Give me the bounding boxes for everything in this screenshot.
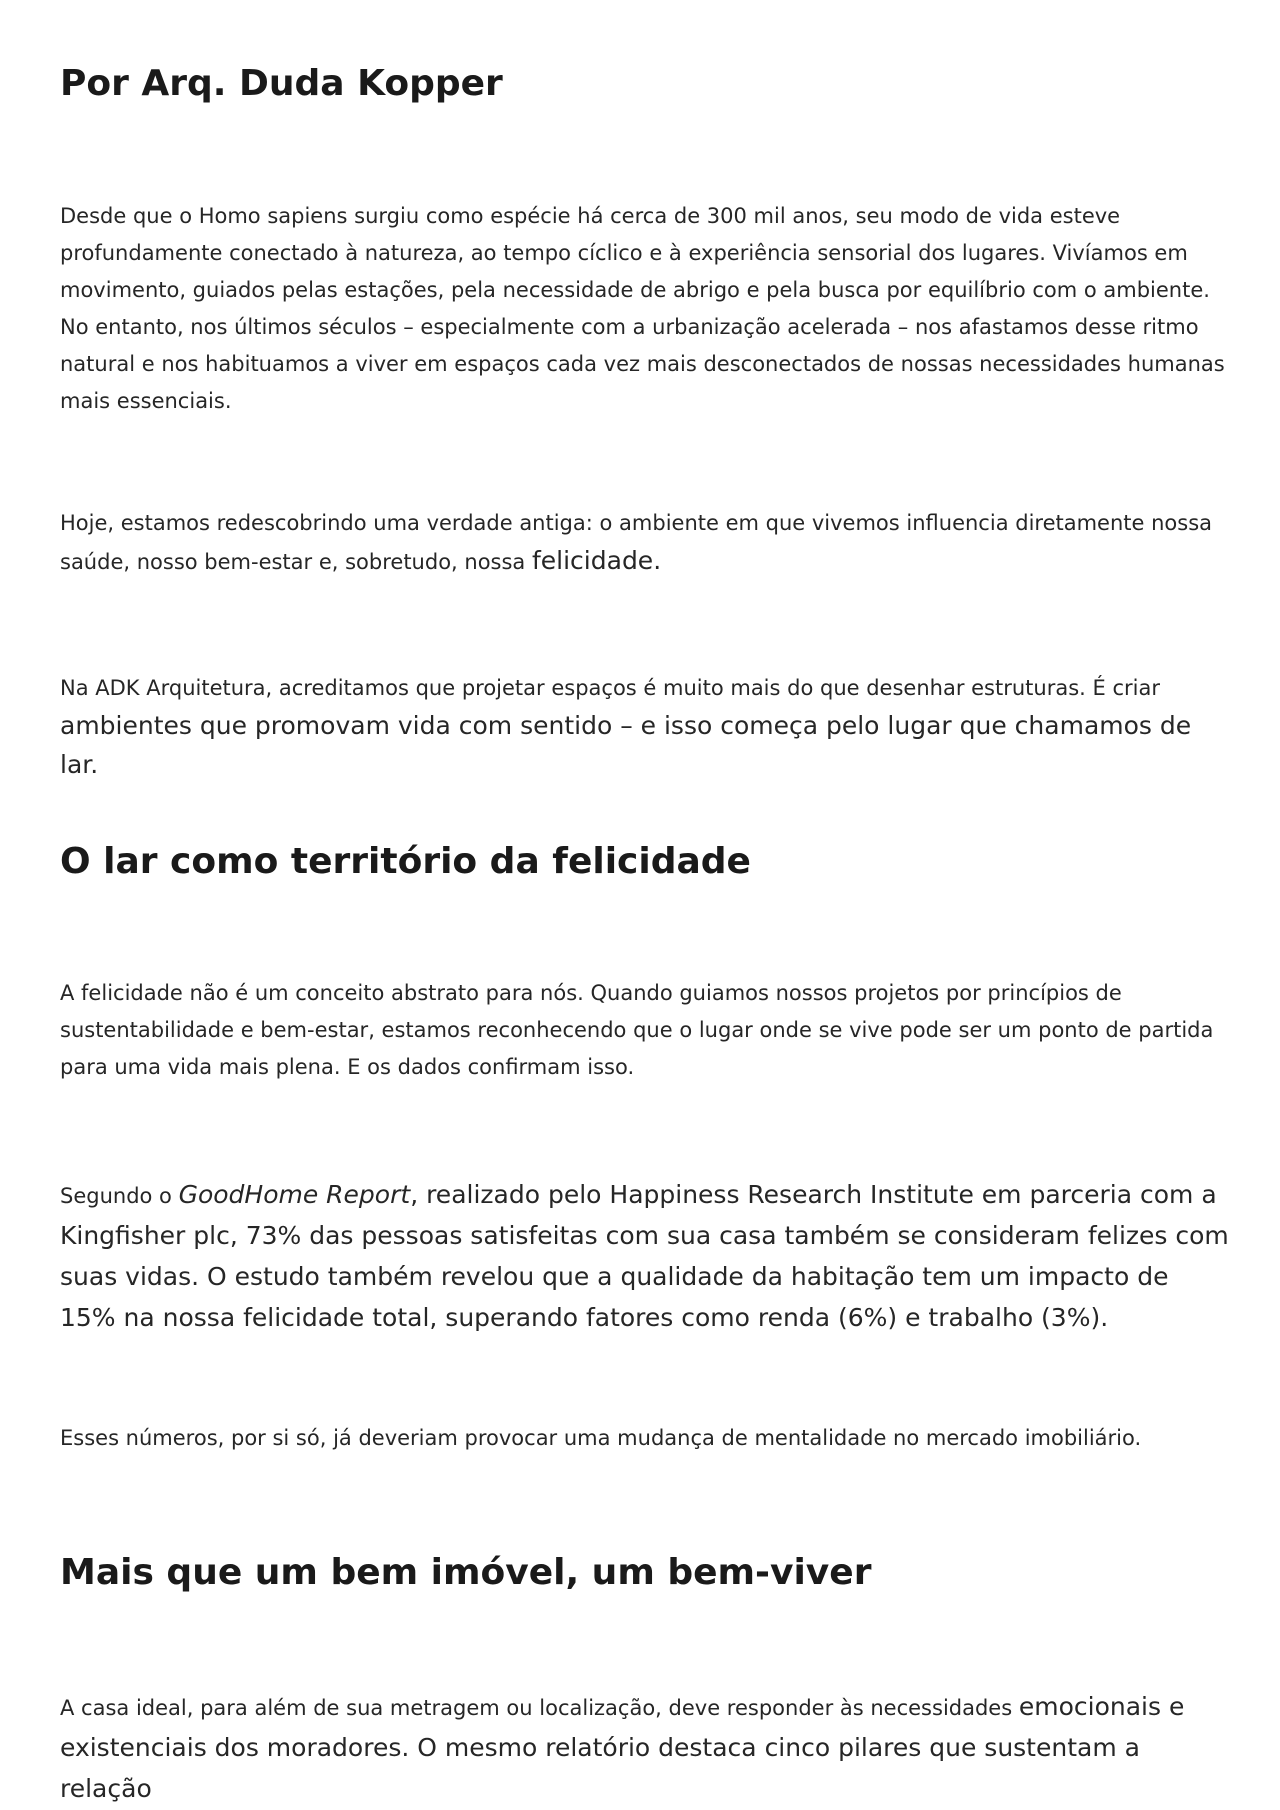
paragraph-goodhome: [60, 1175, 1230, 1339]
paragraph-today-emphasis: felicidade.: [531, 546, 662, 575]
section-heading-lar: O lar como território da felicidade: [60, 841, 751, 882]
paragraph-intro: [60, 198, 1230, 420]
paragraph-goodhome-text: , realizado pelo Happiness Research Institute em parceria com a Kingfisher plc, 73% das pessoas satisfeitas com sua casa também se consideram felizes com suas vidas. O estudo também revelou que a qualidade da habitação tem um impacto de 15% na nossa felicidade total, superando fatores como renda (6%) e trabalho (3%).: [60, 1180, 1229, 1332]
paragraph-adk: [60, 670, 1230, 785]
paragraph-felicidade-text: A felicidade não é um conceito abstrato para nós. Quando guiamos nossos projetos por princípios de sustentabilidade e bem-estar, estamos reconhecendo que o lugar onde se vive pode ser um ponto de partida para uma vida mais plena. E os dados confirmam isso.: [60, 981, 1214, 1079]
paragraph-adk-text: Na ADK Arquitetura, acreditamos que projetar espaços é muito mais do que desenhar estruturas. É criar: [60, 676, 1160, 700]
author-heading: Por Arq. Duda Kopper: [60, 63, 503, 104]
paragraph-adk-emphasis: ambientes que promovam vida com sentido – e isso começa pelo lugar que chamamos de lar.: [60, 711, 1192, 779]
paragraph-casa-ideal-text: A casa ideal, para além de sua metragem ou localização, deve responder às necessidades: [60, 1696, 1019, 1720]
paragraph-casa-ideal-emphasis: emocionais e existenciais dos moradores. O mesmo relatório destaca cinco pilares que sustentam a relação: [60, 1692, 1185, 1803]
paragraph-felicidade: [60, 975, 1230, 1086]
paragraph-intro-text: Desde que o Homo sapiens surgiu como espécie há cerca de 300 mil anos, seu modo de vida esteve profundamente conectado à natureza, ao tempo cíclico e à experiência sensorial dos lugares. Vivíamos em movimento, guiados pelas estações, pela necessidade de abrigo e pela busca por equilíbrio com o ambiente. No entanto, nos últimos séculos – especialmente com a urbanização acelerada – nos afastamos desse ritmo natural e nos habituamos a viver em espaços cada vez mais desconectados de nossas necessidades humanas mais essenciais.: [60, 204, 1225, 413]
paragraph-today: [60, 505, 1230, 581]
paragraph-casa-ideal: [60, 1687, 1230, 1810]
paragraph-goodhome-lead: Segundo o: [60, 1184, 179, 1208]
paragraph-numeros-text: Esses números, por si só, já deveriam provocar uma mudança de mentalidade no mercado imobiliário.: [60, 1426, 1142, 1450]
paragraph-numeros: [60, 1420, 1230, 1457]
paragraph-today-text: Hoje, estamos redescobrindo uma verdade antiga: o ambiente em que vivemos influencia diretamente nossa saúde, nosso bem-estar e, sobretudo, nossa: [60, 511, 1213, 574]
section-heading-bem-viver: Mais que um bem imóvel, um bem-viver: [60, 1552, 872, 1593]
report-title: GoodHome Report: [178, 1180, 411, 1209]
